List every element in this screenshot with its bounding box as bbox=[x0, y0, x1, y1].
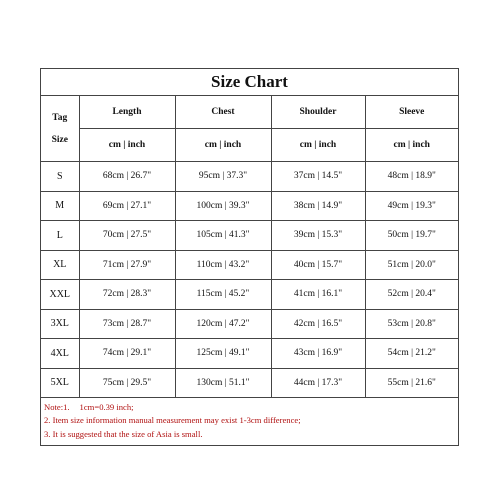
length-header: Length bbox=[79, 96, 175, 129]
length-cell: 74cm | 29.1" bbox=[79, 339, 175, 369]
length-cell: 69cm | 27.1" bbox=[79, 191, 175, 221]
size-cell: 5XL bbox=[41, 368, 79, 398]
length-cell: 71cm | 27.9" bbox=[79, 250, 175, 280]
sleeve-cell: 51cm | 20.0" bbox=[365, 250, 458, 280]
sleeve-cell: 52cm | 20.4" bbox=[365, 280, 458, 310]
table-row bbox=[41, 368, 458, 398]
table-row bbox=[41, 280, 458, 310]
tag-header-label: Tag bbox=[52, 112, 68, 123]
table-row bbox=[41, 191, 458, 221]
table-row bbox=[41, 250, 458, 280]
sleeve-cell: 48cm | 18.9" bbox=[365, 162, 458, 192]
size-cell: M bbox=[41, 191, 79, 221]
sleeve-cell: 55cm | 21.6" bbox=[365, 368, 458, 398]
chest-cell: 105cm | 41.3" bbox=[175, 221, 271, 251]
sleeve-cell: 49cm | 19.3" bbox=[365, 191, 458, 221]
shoulder-header: Shoulder bbox=[271, 96, 365, 129]
size-chart bbox=[40, 68, 459, 446]
chest-cell: 125cm | 49.1" bbox=[175, 339, 271, 369]
size-cell: S bbox=[41, 162, 79, 192]
shoulder-cell: 40cm | 15.7" bbox=[271, 250, 365, 280]
length-unit: cm | inch bbox=[79, 129, 175, 162]
chart-title: Size Chart bbox=[41, 69, 458, 96]
chest-cell: 130cm | 51.1" bbox=[175, 368, 271, 398]
note-2: 2. Item size information manual measurement may exist 1-3cm difference; bbox=[44, 415, 301, 426]
size-cell: 4XL bbox=[41, 339, 79, 369]
size-header-label: Size bbox=[51, 134, 68, 145]
shoulder-cell: 41cm | 16.1" bbox=[271, 280, 365, 310]
size-table bbox=[41, 96, 458, 398]
chest-cell: 100cm | 39.3" bbox=[175, 191, 271, 221]
shoulder-cell: 39cm | 15.3" bbox=[271, 221, 365, 251]
shoulder-cell: 43cm | 16.9" bbox=[271, 339, 365, 369]
length-cell: 68cm | 26.7" bbox=[79, 162, 175, 192]
shoulder-cell: 38cm | 14.9" bbox=[271, 191, 365, 221]
shoulder-cell: 44cm | 17.3" bbox=[271, 368, 365, 398]
size-cell: XL bbox=[41, 250, 79, 280]
table-row bbox=[41, 309, 458, 339]
chest-unit: cm | inch bbox=[175, 129, 271, 162]
sleeve-cell: 50cm | 19.7" bbox=[365, 221, 458, 251]
chest-cell: 120cm | 47.2" bbox=[175, 309, 271, 339]
sleeve-unit: cm | inch bbox=[365, 129, 458, 162]
note-3: 3. It is suggested that the size of Asia is small. bbox=[44, 429, 203, 440]
note-1-prefix: Note:1. bbox=[44, 401, 70, 412]
table-row bbox=[41, 221, 458, 251]
shoulder-cell: 37cm | 14.5" bbox=[271, 162, 365, 192]
chest-cell: 115cm | 45.2" bbox=[175, 280, 271, 310]
table-row bbox=[41, 339, 458, 369]
length-cell: 73cm | 28.7" bbox=[79, 309, 175, 339]
tag-size-header bbox=[41, 96, 79, 162]
sleeve-cell: 54cm | 21.2" bbox=[365, 339, 458, 369]
notes-section bbox=[41, 398, 458, 445]
sleeve-header: Sleeve bbox=[365, 96, 458, 129]
chest-header: Chest bbox=[175, 96, 271, 129]
size-cell: L bbox=[41, 221, 79, 251]
length-cell: 70cm | 27.5" bbox=[79, 221, 175, 251]
length-cell: 72cm | 28.3" bbox=[79, 280, 175, 310]
sleeve-cell: 53cm | 20.8" bbox=[365, 309, 458, 339]
chest-cell: 110cm | 43.2" bbox=[175, 250, 271, 280]
size-cell: 3XL bbox=[41, 309, 79, 339]
shoulder-unit: cm | inch bbox=[271, 129, 365, 162]
length-cell: 75cm | 29.5" bbox=[79, 368, 175, 398]
table-row bbox=[41, 162, 458, 192]
chest-cell: 95cm | 37.3" bbox=[175, 162, 271, 192]
shoulder-cell: 42cm | 16.5" bbox=[271, 309, 365, 339]
size-cell: XXL bbox=[41, 280, 79, 310]
note-1-text: 1cm=0.39 inch; bbox=[79, 401, 134, 412]
note-1 bbox=[41, 402, 458, 412]
